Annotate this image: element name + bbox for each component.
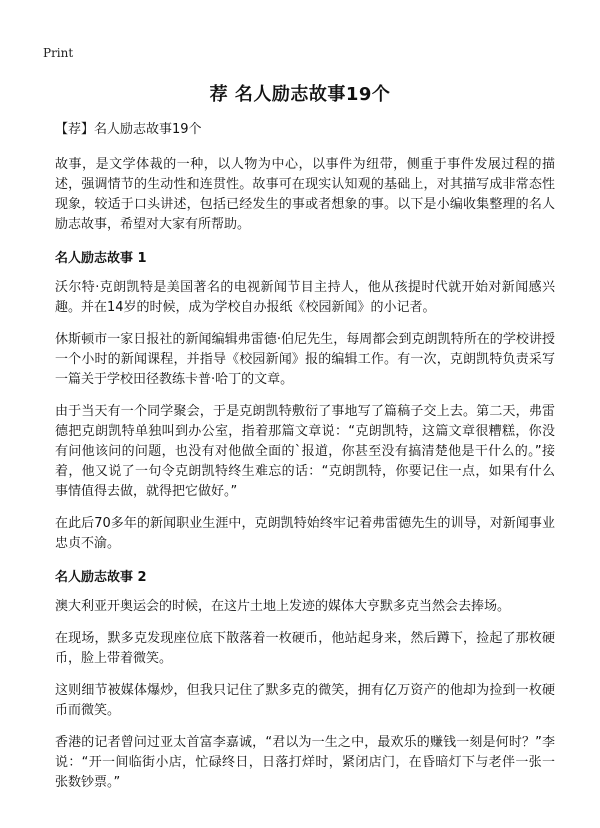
intro-paragraph: 故事，是文学体裁的一种，以人物为中心，以事件为纽带，侧重于事件发展过程的描述，强调情节的生动性和连贯性。故事可在现实认知观的基础上，对其描写成非常态性现象，较适于口头讲述，包括已经发生的事或者想象的事。以下是小编收集整理的名人励志故事，希望对大家有所帮助。 [55, 157, 555, 232]
print-link[interactable]: Print [43, 46, 74, 60]
paragraph: 这则细节被媒体爆炒，但我只记住了默多克的微笑，拥有亿万资产的他却为捡到一枚硬币而微笑。 [55, 683, 555, 718]
section-heading: 名人励志故事 2 [55, 570, 147, 585]
page-title: 荐 名人励志故事19个 [209, 84, 391, 105]
paragraph: 香港的记者曾问过亚太首富李嘉诚，“君以为一生之中，最欢乐的赚钱一刻是何时？”李说：“开一间临街小店，忙碌终日，日落打烊时，紧闭店门，在昏暗灯下与老伴一张一张数钞票。” [55, 735, 555, 790]
tag-line: 【荐】名人励志故事19个 [55, 122, 202, 137]
paragraph: 澳大利亚开奥运会的时候，在这片土地上发迹的媒体大亨默多克当然会去捧场。 [55, 599, 511, 614]
paragraph: 在现场，默多克发现座位底下散落着一枚硬币，他站起身来，然后蹲下，捡起了那枚硬币，脸上带着微笑。 [55, 631, 555, 666]
article-body [55, 118, 555, 805]
section-heading: 名人励志故事 1 [55, 251, 147, 266]
paragraph: 由于当天有一个同学聚会，于是克朗凯特敷衍了事地写了篇稿子交上去。第二天，弗雷德把克朗凯特单独叫到办公室，指着那篇文章说：“克朗凯特，这篇文章很糟糕，你没有问他该问的问题，也没有对他做全面的`报道，你甚至没有搞清楚他是干什么的。”接着，他又说了一句令克朗凯特终生难忘的话：“克朗凯特，你要记住一点，如果有什么事情值得去做，就得把它做好。” [55, 404, 555, 499]
paragraph: 在此后70多年的新闻职业生涯中，克朗凯特始终牢记着弗雷德先生的训导，对新闻事业忠贞不渝。 [55, 516, 555, 551]
paragraph: 休斯顿市一家日报社的新闻编辑弗雷德·伯尼先生，每周都会到克朗凯特所在的学校讲授一个小时的新闻课程，并指导《校园新闻》报的编辑工作。有一次，克朗凯特负责采写一篇关于学校田径教练卡普·哈丁的文章。 [55, 332, 555, 387]
paragraph: 沃尔特·克朗凯特是美国著名的电视新闻节目主持人，他从孩提时代就开始对新闻感兴趣。并在14岁的时候，成为学校自办报纸《校园新闻》的小记者。 [55, 280, 555, 315]
